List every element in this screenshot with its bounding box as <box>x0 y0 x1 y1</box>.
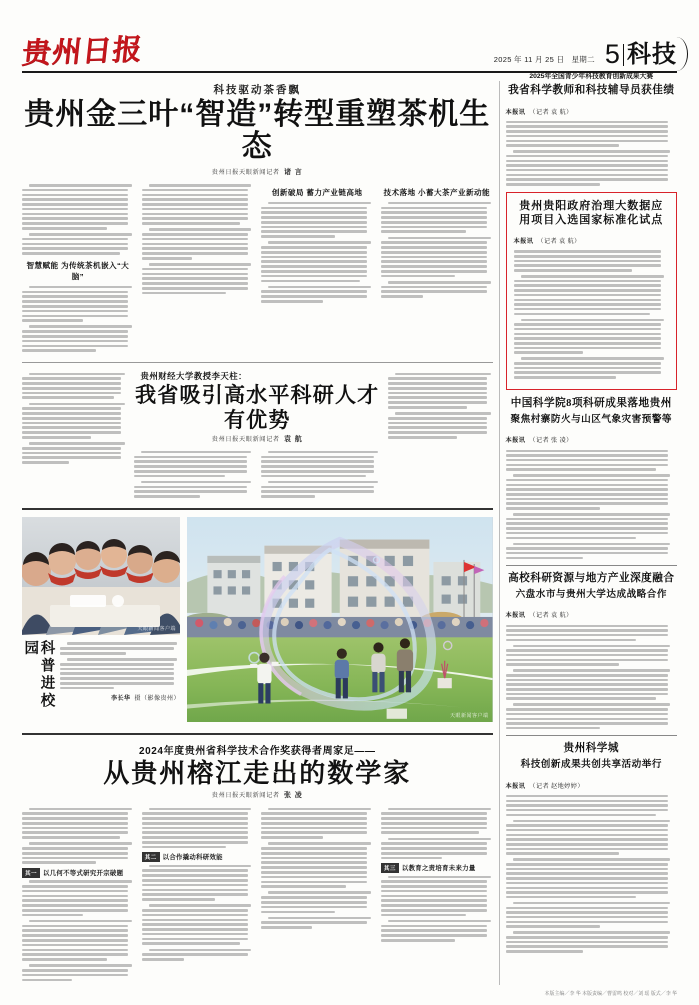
right-item-cas-results-guizhou <box>506 397 677 559</box>
photo-feature <box>22 517 493 726</box>
right-item-subheadline: 六盘水市与贵州大学达成战略合作 <box>515 588 667 600</box>
photo-watermark-left: 天眼新闻客户端 <box>137 627 176 633</box>
lead-label: 本报讯 <box>513 238 534 246</box>
lead-label: 本报讯 <box>505 108 526 116</box>
right-item-youth-sci-contest <box>506 73 677 186</box>
right-item-body <box>514 230 669 379</box>
photo-credit-role: 摄（影像贵州） <box>134 695 180 702</box>
byline-source: 贵州日报天眼新闻记者 <box>211 435 280 443</box>
right-item-headline[interactable]: 贵州贵阳政府治理大数据应用项目入选国家标准化试点 <box>519 199 664 226</box>
right-item-body <box>506 775 677 953</box>
math-article-headline[interactable]: 从贵州榕江走出的数学家 <box>103 759 412 789</box>
lead-subhead-2: 创新破局 蓄力产业链高地 <box>271 187 363 197</box>
page-number: 5 <box>604 39 620 69</box>
masthead-arc-decoration <box>669 37 688 71</box>
math-subhead-3: 其三 以教育之责培育未来力量 <box>381 863 493 874</box>
lead-credit: （记者 袁 航） <box>529 108 573 116</box>
byline-author: 张 凌 <box>283 791 303 800</box>
lead-label: 本报讯 <box>505 782 526 790</box>
right-item-body <box>506 101 677 186</box>
weekday-text: 星期二 <box>571 55 595 64</box>
photo-watermark-right: 天眼新闻客户端 <box>450 714 489 720</box>
section-divider-3 <box>22 733 493 735</box>
photo-caption-row <box>22 640 180 726</box>
photo-credit-name: 李长华 <box>110 695 131 702</box>
footer-credits <box>22 990 677 997</box>
section-name: 科技 <box>627 41 677 68</box>
lead-col-4 <box>381 182 493 356</box>
paper-logo[interactable]: 贵州日报 <box>20 33 145 71</box>
math-article-columns <box>22 805 493 984</box>
photo-bubble-show-schoolyard[interactable] <box>187 517 493 722</box>
section-tag-icon: 其三 <box>381 863 399 873</box>
newspaper-page <box>0 14 699 1005</box>
right-item-body <box>506 429 677 559</box>
expert-col-3 <box>388 370 492 501</box>
lead-subhead-1: 智慧赋能 为传统茶机嵌入“大脑” <box>26 260 130 281</box>
expert-sub-col-1 <box>134 449 253 502</box>
math-subhead-2: 其二 以合作撬动科研效能 <box>142 852 254 863</box>
lead-article <box>22 82 493 355</box>
expert-article-byline <box>134 434 380 444</box>
expert-article-columns <box>22 370 493 501</box>
math-col-1 <box>22 805 134 984</box>
math-col-2 <box>142 805 254 984</box>
masthead-right <box>494 41 677 69</box>
expert-sub-col-2 <box>261 449 380 502</box>
expert-article-headline[interactable]: 我省吸引高水平科研人才有优势 <box>135 383 380 432</box>
photo-feature-right <box>187 517 493 726</box>
math-col-3 <box>261 805 373 984</box>
photo-credit <box>60 693 180 702</box>
section-divider-1 <box>22 362 493 363</box>
right-item-headline[interactable]: 中国科学院8项科研成果落地贵州 <box>510 398 672 410</box>
section-tag-icon: 其一 <box>22 868 40 878</box>
right-divider-1 <box>506 565 677 566</box>
divider <box>623 44 624 66</box>
lead-article-kicker: 科技驱动茶香飘 <box>213 85 302 96</box>
right-zone <box>506 73 677 985</box>
photo-caption-block <box>60 640 180 726</box>
expert-article <box>22 370 493 501</box>
photo-children-experiment[interactable] <box>22 517 180 635</box>
right-item-kicker: 2025年全国青少年科技教育创新成果大赛 <box>529 73 654 80</box>
lead-subhead-3: 技术落地 小蓄大茶产业新动能 <box>383 187 490 197</box>
right-item-guizhou-science-city <box>506 742 677 952</box>
right-item-subheadline: 聚焦村寨防火与山区气象灾害预警等 <box>510 413 673 425</box>
feature-vertical-title: 科普进校园 <box>22 640 55 711</box>
lead-col-2 <box>142 182 254 356</box>
left-zone <box>22 73 493 985</box>
expert-headline-block <box>134 370 380 501</box>
page-body <box>22 73 677 985</box>
section-tag-icon: 其二 <box>142 852 160 862</box>
math-col-4 <box>381 805 493 984</box>
lead-col-3 <box>261 182 373 356</box>
expert-col-1 <box>22 370 126 501</box>
byline-author: 诸 言 <box>283 167 303 176</box>
footer-editors: 本版主编／李 华 本版责编／曹雷鸣 校对／刘 瑶 版式／李 华 <box>544 992 677 997</box>
lead-article-headline[interactable]: 贵州金三叶“智造”转型重塑茶机生态 <box>24 98 491 164</box>
right-item-bigdata-standard-pilot <box>506 192 677 391</box>
lead-credit: （记者 袁 航） <box>537 238 581 246</box>
math-subhead-1: 其一 以几何不等式研究开宗破题 <box>22 868 134 879</box>
right-item-headline[interactable]: 高校科研资源与地方产业深度融合 <box>508 573 675 585</box>
expert-article-kicker: 贵州财经大学教授李天柱： <box>140 371 247 382</box>
lead-col-1 <box>22 182 134 356</box>
lead-credit: （记者 张 凌） <box>529 437 573 445</box>
section-marker <box>605 41 677 68</box>
column-rule <box>499 81 500 985</box>
byline-source: 贵州日报天眼新闻记者 <box>211 792 280 800</box>
right-item-subheadline: 科技创新成果共创共享活动举行 <box>520 759 662 771</box>
math-article-kicker: 2024年度贵州省科学技术合作奖获得者周家足—— <box>138 746 376 758</box>
right-item-university-industry-coop <box>506 572 677 729</box>
right-divider-2 <box>506 735 677 736</box>
math-article-byline <box>22 790 493 800</box>
right-item-body <box>506 604 677 729</box>
lead-article-byline <box>22 167 493 177</box>
math-article <box>22 742 493 984</box>
lead-article-columns <box>22 182 493 356</box>
masthead <box>22 14 677 73</box>
photo-feature-left <box>22 517 180 726</box>
lead-label: 本报讯 <box>505 612 526 620</box>
right-item-headline[interactable]: 贵州科学城 <box>563 743 619 755</box>
byline-source: 贵州日报天眼新闻记者 <box>211 168 280 176</box>
lead-label: 本报讯 <box>505 437 526 445</box>
lead-credit: （记者 袁 航） <box>529 612 573 620</box>
lead-credit: （记者 赵地婷婷） <box>529 782 584 790</box>
right-item-headline[interactable]: 我省科学教师和科技辅导员获佳绩 <box>508 84 675 96</box>
publication-date <box>494 54 595 68</box>
date-text: 2025 年 11 月 25 日 <box>493 55 565 64</box>
byline-author: 袁 航 <box>283 434 303 443</box>
section-divider-2 <box>22 508 493 510</box>
